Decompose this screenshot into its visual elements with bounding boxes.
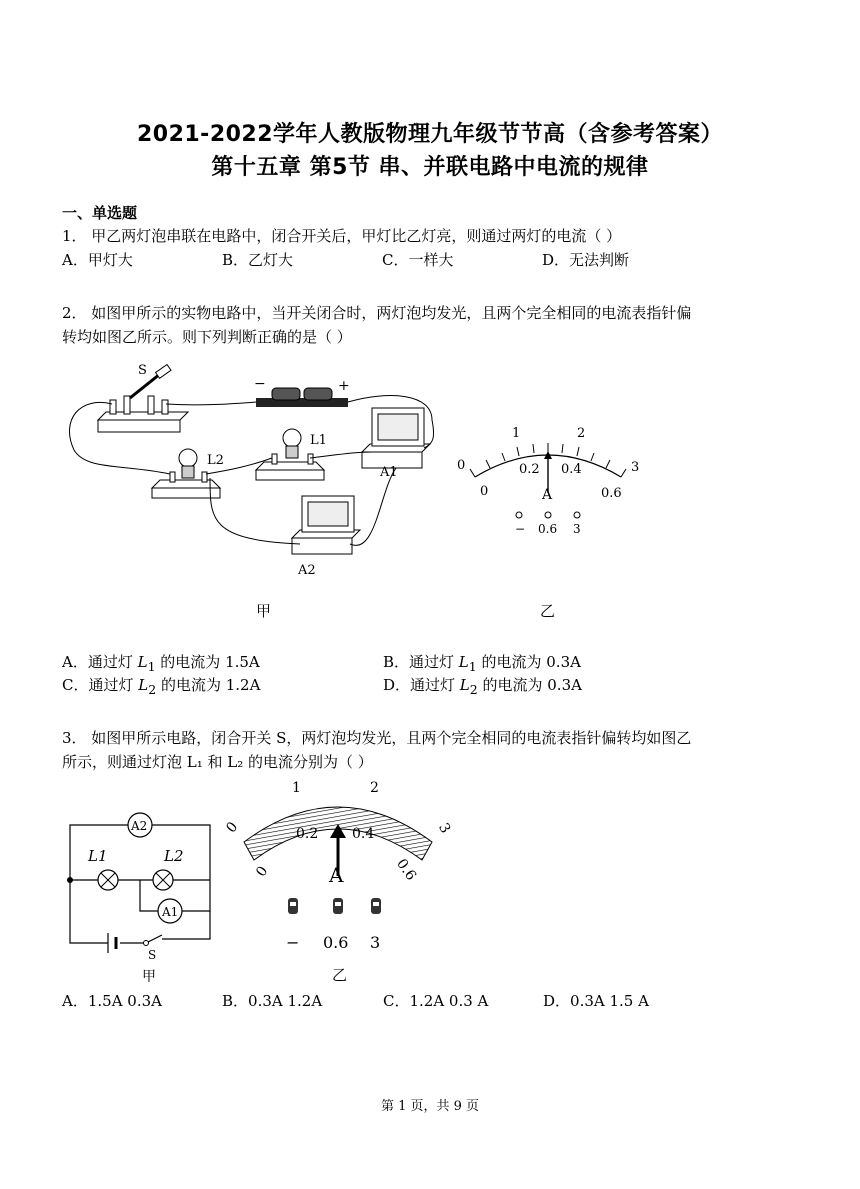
scale-bottom-04: 0.4	[561, 462, 582, 477]
lamp-l2-component	[152, 449, 224, 498]
q3-terminal-minus-icon	[288, 898, 298, 914]
q3-terminal-06-label: 0.6	[323, 933, 349, 952]
switch-label: S	[138, 363, 147, 378]
q3-scale-bottom-04: 0.4	[352, 826, 375, 842]
q3-stem-line1: 3． 如图甲所示电路，闭合开关 S，两灯泡均发光，且两个完全相同的电流表指针偏转均如图乙	[62, 729, 692, 747]
q2-option-d-sub: 2	[469, 682, 478, 697]
switch-symbol	[144, 935, 163, 962]
battery-plus-label: +	[338, 378, 350, 394]
scale-top-0: 0	[457, 458, 466, 473]
q2-option-b-suffix: 的电流为 0.3A	[476, 653, 581, 671]
battery-symbol	[108, 933, 116, 953]
terminal-minus-label: −	[515, 522, 526, 536]
q2-option-a-prefix: A．通过灯	[62, 653, 138, 671]
q3-terminal-06-icon	[333, 898, 343, 914]
lamp-l1-label: L1	[310, 433, 327, 448]
q3-scale-bottom-0: 0	[253, 863, 272, 880]
scale-top-3: 3	[631, 460, 640, 475]
scale-bottom-06: 0.6	[601, 486, 622, 501]
q2-circuit-figure	[60, 360, 460, 625]
ammeter-a2-label: A2	[298, 563, 316, 578]
q2-stem-line2: 转均如图乙所示。则下列判断正确的是（ ）	[62, 328, 352, 346]
q2-option-b-sub: 1	[468, 659, 477, 674]
scale-bottom-0: 0	[480, 484, 489, 499]
q3-scale-top-2: 2	[370, 780, 379, 796]
junction-node-icon	[67, 877, 73, 883]
q3-option-c[interactable]: C．1.2A 0.3 A	[383, 992, 489, 1010]
q3-scale-top-3: 3	[435, 820, 454, 837]
ammeter-a1-label: A1	[380, 465, 398, 480]
q2-option-d-prefix: D．通过灯	[383, 676, 460, 694]
q2-option-c[interactable]	[62, 674, 260, 701]
q2-option-d[interactable]	[383, 674, 582, 701]
ammeter-a2-component	[292, 496, 360, 578]
q2-option-c-symbol: L	[138, 676, 149, 694]
ammeter-a2-symbol	[128, 813, 152, 837]
q3-terminal-3-label: 3	[370, 933, 381, 952]
battery-minus-label: −	[254, 376, 266, 392]
q3-schematic-figure	[60, 805, 230, 985]
switch-text: S	[148, 948, 157, 962]
q2-option-d-symbol: L	[459, 676, 470, 694]
doc-title: 2021-2022学年人教版物理九年级节节高（含参考答案）	[136, 122, 724, 147]
q3-stem-line2: 所示，则通过灯泡 L₁ 和 L₂ 的电流分别为（ ）	[62, 753, 373, 771]
q2-figure-caption-left: 甲	[256, 602, 272, 620]
q3-option-a[interactable]: A．1.5A 0.3A	[62, 992, 162, 1010]
q3-terminal-3-icon	[371, 898, 381, 914]
ammeter-a1-component	[362, 408, 430, 480]
ammeter-a1-text: A1	[162, 905, 179, 919]
lamp-l1-symbol	[87, 847, 118, 890]
schematic-wires	[70, 825, 210, 943]
page-number: 第 1 页，共 9 页	[380, 1099, 480, 1114]
q3-scale-bottom-02: 0.2	[296, 826, 319, 842]
q3-scale-bottom-06: 0.6	[393, 856, 420, 884]
unit-label: A	[542, 487, 553, 503]
q2-option-b-symbol: L	[458, 653, 469, 671]
scale-bottom-02: 0.2	[519, 462, 540, 477]
q1-options	[62, 249, 822, 271]
q2-option-a-sub: 1	[147, 659, 156, 674]
q3-scale-top-0: 0	[223, 819, 242, 837]
lamp-l1-text: L1	[88, 847, 108, 865]
q1-option-a[interactable]: A．甲灯大	[62, 251, 133, 269]
q3-meter-dial	[220, 780, 460, 985]
q1-stem: 1． 甲乙两灯泡串联在电路中，闭合开关后，甲灯比乙灯亮，则通过两灯的电流（ ）	[62, 227, 622, 245]
q2-option-d-suffix: 的电流为 0.3A	[477, 676, 582, 694]
ammeter-a1-symbol	[158, 899, 182, 923]
section-heading: 一、单选题	[62, 204, 138, 222]
q3-terminal-minus-label: −	[286, 933, 300, 952]
lamp-l2-text: L2	[164, 847, 184, 865]
terminal-minus-icon	[516, 512, 522, 518]
q2-option-c-prefix: C．通过灯	[62, 676, 139, 694]
q3-scale-top-1: 1	[292, 780, 301, 796]
q2-option-c-suffix: 的电流为 1.2A	[156, 676, 261, 694]
q3-figure-caption-left: 甲	[142, 969, 156, 985]
q1-option-c[interactable]: C．一样大	[382, 251, 454, 269]
scale-top-1: 1	[512, 426, 521, 441]
terminal-06-label: 0.6	[538, 522, 558, 536]
q3-option-b[interactable]: B．0.3A 1.2A	[222, 992, 323, 1010]
q3-option-d[interactable]: D．0.3A 1.5 A	[543, 992, 649, 1010]
terminal-3-label: 3	[573, 522, 581, 536]
lamp-l2-label: L2	[207, 453, 224, 468]
doc-subtitle: 第十五章 第5节 串、并联电路中电流的规律	[211, 155, 649, 180]
q2-meter-dial	[445, 415, 655, 620]
q3-unit-label: A	[329, 863, 344, 887]
q3-options	[62, 990, 822, 1012]
q1-option-d[interactable]: D．无法判断	[542, 251, 630, 269]
switch-component	[98, 363, 188, 432]
q1-option-b[interactable]: B．乙灯大	[222, 251, 294, 269]
q2-figure-caption-right: 乙	[540, 602, 556, 620]
q2-option-c-sub: 2	[148, 682, 157, 697]
lamp-l2-symbol	[153, 847, 184, 890]
ammeter-a2-text: A2	[131, 819, 148, 833]
q2-option-a-suffix: 的电流为 1.5A	[155, 653, 260, 671]
q3-figure-caption-right: 乙	[332, 966, 348, 984]
scale-top-2: 2	[577, 426, 586, 441]
lamp-l1-component	[256, 429, 327, 480]
terminal-06-icon	[545, 512, 551, 518]
q2-option-b-prefix: B．通过灯	[383, 653, 459, 671]
terminal-3-icon	[574, 512, 580, 518]
battery-component	[254, 376, 350, 407]
q2-stem-line1: 2． 如图甲所示的实物电路中，当开关闭合时，两灯泡均发光，且两个完全相同的电流表指针偏	[62, 304, 692, 322]
q2-option-a-symbol: L	[137, 653, 148, 671]
